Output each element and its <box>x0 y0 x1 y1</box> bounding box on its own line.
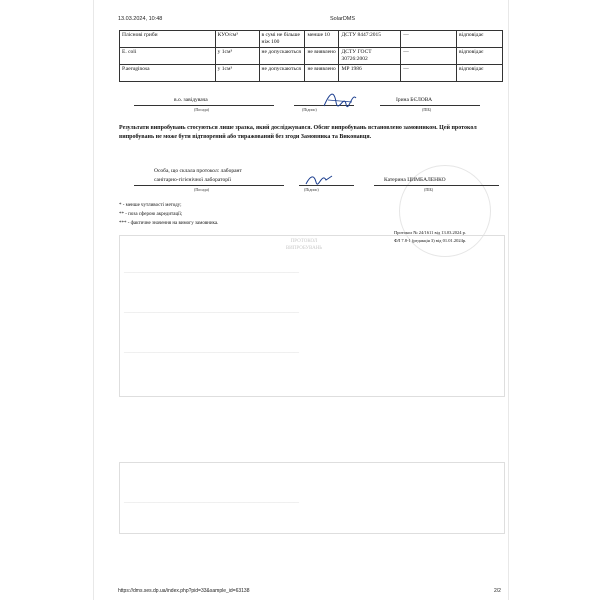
print-page: ПРОТОКОЛ ВИПРОБУВАНЬ ——————————————————————————————————— ——————————————————————————————————— ——————————————————————————————————— ——————————————————————————————————— 13.03.2024, 10:48 SolarDMS Пліснові гриби КУО/см³ в сумі не більше ніж 100 менше 10 ДСТУ 8447:2015 — відповідає E. coli у 1см³ не допускаються не виявлено ДСТУ ГОСТ 30726:2002 — відповідає Р.аеruginosa у 1см³ не допускаються не виявлено МР 1986 — відповідає в.о. завідувача Ірина БЄЛОВА (Посада) (Підпис) (ПІБ) Результати випробувань стосуються лише зразка, який досліджувався. Обсяг випробувань встановлено замовником. Цей протокол випробувань не може бути відтворений або тиражований без згоди Замовника та Виконавця. Особа, що склала протокол: лаборант санітарно-гігієнічної лабораторії Катерина ЦИМБАЛЕНКО (Посада) (Підпис) (ПІБ) * - менше чутливості методу; ** - поза сферою акредитації; *** - фактичне значення на вимогу замовника. Протокол № 24/1611 від 13.03.2024 р. ФЛ 7.8-1 (редакція 3) від 01.01.2024р. https://dms.ses.dp.ua/index.php?pid=33&sample_id=63138 2/2 <box>93 0 509 600</box>
footnote: ** - поза сферою акредитації; <box>119 212 183 217</box>
caption-signature: (Підпис) <box>302 107 317 112</box>
dash-cell: — <box>401 31 457 48</box>
method-cell: ДСТУ ГОСТ 30726:2002 <box>339 48 401 65</box>
norm-cell: в сумі не більше ніж 100 <box>259 31 305 48</box>
result-cell: не виявлено <box>305 48 339 65</box>
author-name-line <box>374 185 499 186</box>
author-caption-position: (Посада) <box>194 187 210 192</box>
conclusion-cell: відповідає <box>457 65 503 82</box>
protocol-number: Протокол № 24/1611 від 13.03.2024 р. <box>394 230 467 235</box>
unit-cell: КУО/см³ <box>215 31 259 48</box>
unit-cell: у 1см³ <box>215 48 259 65</box>
name-line <box>380 105 480 106</box>
footnote: *** - фактичне значення на вимогу замовника. <box>119 221 219 226</box>
print-url: https://dms.ses.dp.ua/index.php?pid=33&sample_id=63138 <box>118 588 250 594</box>
protocol-form: ФЛ 7.8-1 (редакція 3) від 01.01.2024р. <box>394 238 467 243</box>
dash-cell: — <box>401 65 457 82</box>
conclusion-cell: відповідає <box>457 31 503 48</box>
head-position: в.о. завідувача <box>174 97 208 103</box>
result-cell: менше 10 <box>305 31 339 48</box>
head-signature-scribble <box>322 88 358 110</box>
caption-name: (ПІБ) <box>422 107 432 112</box>
author-caption-name: (ПІБ) <box>424 187 434 192</box>
indicator-cell: Р.аеruginosa <box>120 65 216 82</box>
caption-position: (Посада) <box>194 107 210 112</box>
footnote: * - менше чутливості методу; <box>119 203 182 208</box>
author-caption-signature: (Підпис) <box>304 187 319 192</box>
print-app-title: SolarDMS <box>330 16 356 22</box>
method-cell: МР 1986 <box>339 65 401 82</box>
print-datetime: 13.03.2024, 10:48 <box>118 16 163 22</box>
author-position: санітарно-гігієнічної лабораторії <box>154 177 232 183</box>
method-cell: ДСТУ 8447:2015 <box>339 31 401 48</box>
position-line <box>134 105 274 106</box>
table-row <box>120 48 503 65</box>
unit-cell: у 1см³ <box>215 65 259 82</box>
disclaimer-text: Результати випробувань стосуються лише зразка, який досліджувався. Обсяг випробувань встановлено замовником. Цей протокол випробувань не може бути відтворений або тиражований без згоди Замовника та Виконавця. <box>119 125 477 140</box>
table-row <box>120 65 503 82</box>
indicator-cell: E. coli <box>120 48 216 65</box>
head-name: Ірина БЄЛОВА <box>396 97 433 103</box>
dash-cell: — <box>401 48 457 65</box>
indicator-cell: Пліснові гриби <box>120 31 216 48</box>
results-table <box>119 30 503 82</box>
author-intro: Особа, що склала протокол: лаборант <box>154 168 242 174</box>
author-signature-scribble <box>304 170 334 188</box>
norm-cell: не допускаються <box>259 48 305 65</box>
author-name: Катерина ЦИМБАЛЕНКО <box>384 177 446 183</box>
print-page-number: 2/2 <box>494 588 501 594</box>
conclusion-cell: відповідає <box>457 48 503 65</box>
author-position-line <box>134 185 284 186</box>
result-cell: не виявлено <box>305 65 339 82</box>
norm-cell: не допускаються <box>259 65 305 82</box>
table-row <box>120 31 503 48</box>
